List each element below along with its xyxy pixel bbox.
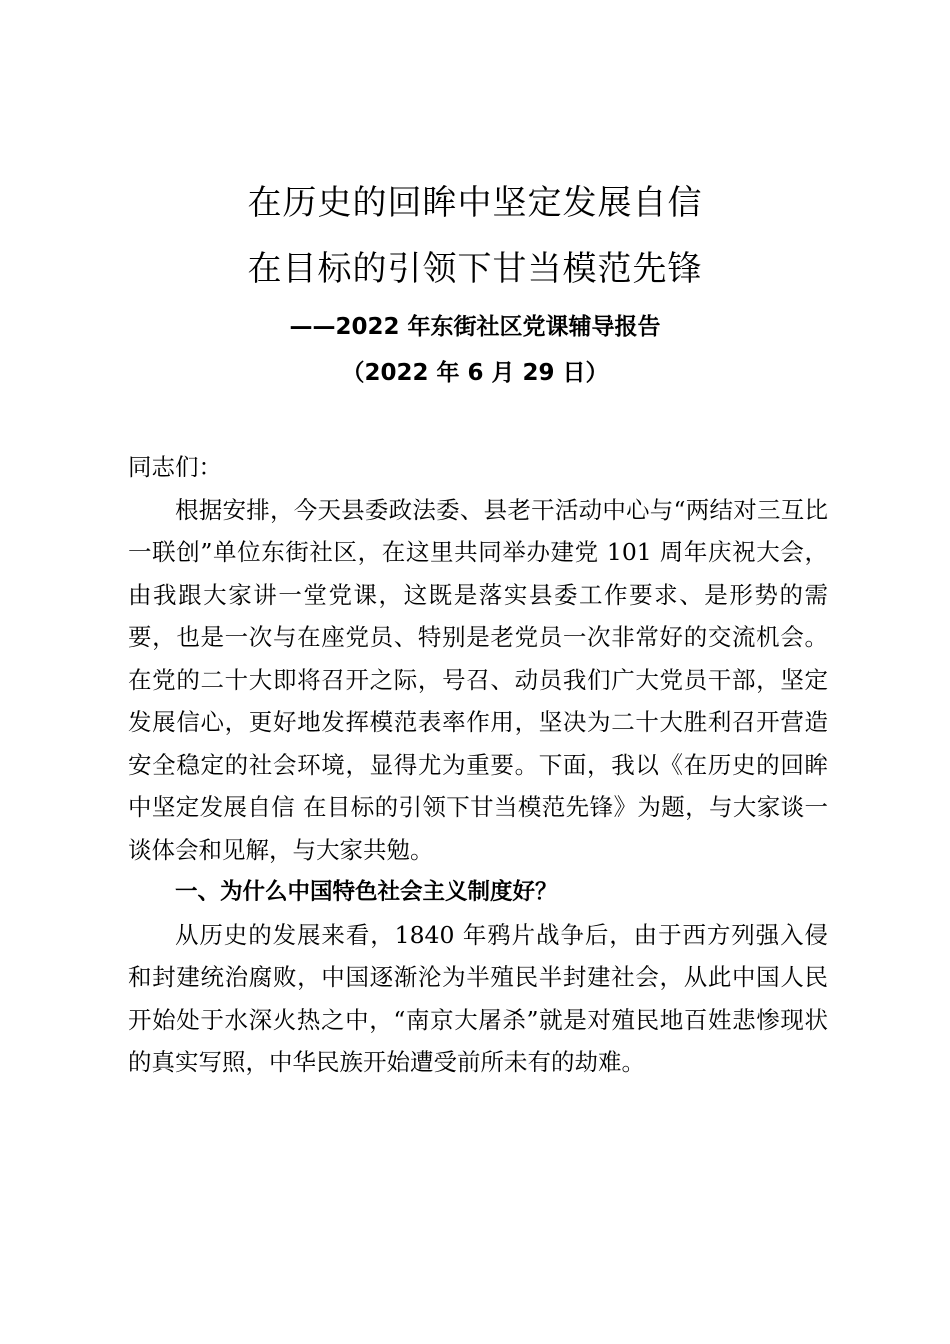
- paragraph-intro: 根据安排，今天县委政法委、县老干活动中心与“两结对三互比一联创”单位东街社区，在这里共同举办建党 101 周年庆祝大会，由我跟大家讲一堂党课，这既是落实县委工作要求、是形势的需要，也是一次与在座党员、特别是老党员一次非常好的交流机会。在党的二十大即将召开之际，号召、动员我们广大党员干部，坚定发展信心，更好地发挥模范表率作用，坚决为二十大胜利召开营造安全稳定的社会环境，显得尤为重要。下面，我以《在历史的回眸中坚定发展自信 在目标的引领下甘当模范先锋》为题，与大家谈一谈体会和见解，与大家共勉。: [128, 495, 828, 864]
- salutation: 同志们：: [128, 453, 222, 481]
- subtitle: ——2022 年东街社区党课辅导报告: [289, 314, 661, 340]
- title-line-2: 在目标的引领下甘当模范先锋: [247, 249, 703, 289]
- section-heading: 一、为什么中国特色社会主义制度好？: [175, 879, 558, 905]
- report-date: （2022 年 6 月 29 日）: [341, 360, 609, 386]
- paragraph-history: 从历史的发展来看，1840 年鸦片战争后，由于西方列强入侵和封建统治腐败，中国逐渐沦为半殖民半封建社会，从此中国人民开始处于水深火热之中，“南京大屠杀”就是对殖民地百姓悲惨现状的真实写照，中华民族开始遭受前所未有的劫难。: [128, 920, 828, 1076]
- title-line-1: 在历史的回眸中坚定发展自信: [247, 183, 703, 223]
- document-body: [128, 446, 828, 1084]
